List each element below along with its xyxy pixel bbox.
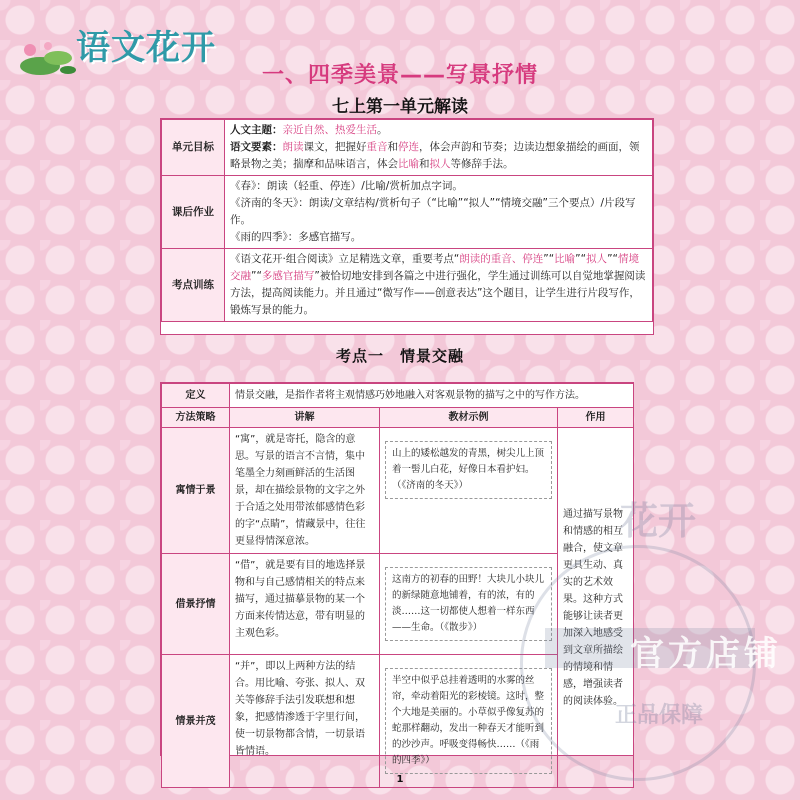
- method-example-cell: [380, 655, 558, 788]
- highlight-text: 朗读的重音、停连: [459, 253, 544, 265]
- table-header-row: [162, 408, 634, 428]
- highlight-text: 拟人: [586, 253, 608, 265]
- body-text: ”“: [251, 270, 262, 282]
- method-explain: “借”，就是要有目的地选择景物和与自己感情相关的特点来描写，通过描摹景物的某一个方面来传情达意，带有明显的主观色彩。: [230, 554, 380, 655]
- body-text: ，体会声韵和节奏；边读边想象描绘的画面，领略景物之美；揣摩和品味语言，体会: [230, 141, 640, 170]
- highlight-text: 比喻: [398, 158, 419, 170]
- header-explain: 讲解: [230, 408, 380, 428]
- content-line: [230, 229, 647, 246]
- method-explain: “寓”，就是寄托，隐含的意思。写景的语言不言情，集中笔墨全力刻画鲜活的生活图景，却在描绘景物的文字之外于合适之处用带浓郁感情色彩的字“点睛”，情藏景中，往往更显得情深意浓。: [230, 428, 380, 554]
- body-text: 《济南的冬天》：朗读/文章结构/赏析句子（“比喻”“拟人”“情境交融”三个要点）/片段写作。: [230, 197, 636, 226]
- body-text: ”“: [607, 253, 618, 265]
- method-label: 借景抒情: [162, 554, 230, 655]
- body-text: ”“: [543, 253, 555, 265]
- highlight-text: 朗读: [282, 141, 304, 153]
- body-text: 语文要素：: [230, 141, 283, 153]
- definition-row: [162, 384, 634, 408]
- definition-label: 定义: [162, 384, 230, 408]
- body-text: ”“: [575, 253, 587, 265]
- content-line: [230, 122, 647, 139]
- table-row: [162, 120, 653, 176]
- watermark-text-bottom: 正品保障: [615, 703, 704, 728]
- row-content: [225, 176, 653, 249]
- page-subtitle: 七上第一单元解读: [332, 97, 468, 117]
- highlight-text: 比喻: [554, 253, 576, 265]
- page-title: 一、四季美景——写景抒情: [261, 63, 538, 88]
- content-line: [230, 178, 647, 195]
- highlight-text: 拟人: [429, 158, 451, 170]
- method-explain: “并”，即以上两种方法的结合。用比喻、夸张、拟人、双关等修辞手法引发联想和想象，把感情渗透于字里行间，使一切景物都含情，一切景语皆情语。: [230, 655, 380, 788]
- table-row: [162, 249, 653, 322]
- method-table: [160, 382, 634, 766]
- watermark-text-top: 花开: [620, 499, 697, 543]
- table-row: [162, 428, 634, 554]
- content-line: [230, 139, 647, 173]
- highlight-text: 停连: [398, 141, 419, 153]
- row-label: 考点训练: [162, 249, 225, 322]
- method-example: 这南方的初春的田野！大块儿小块儿的新绿随意地铺着，有的浓，有的淡……这一切都使人想着一样东西——生命。（《散步》）: [385, 567, 552, 641]
- method-label: 寓情于景: [162, 428, 230, 554]
- row-content: [225, 249, 653, 322]
- body-text: 《春》：朗读（轻重、停连）/比喻/赏析加点字词。: [230, 180, 463, 192]
- body-text: 和: [419, 158, 430, 170]
- method-example-cell: [380, 554, 558, 655]
- header-method: 方法策略: [162, 408, 230, 428]
- definition-text: 情景交融，是指作者将主观情感巧妙地融入对客观景物的描写之中的写作方法。: [230, 384, 634, 408]
- unit-overview-table: [160, 118, 654, 335]
- method-example-cell: [380, 428, 558, 554]
- content-line: [230, 195, 647, 229]
- watermark-text-middle: 官方店铺: [630, 634, 782, 674]
- body-text: 人文主题：: [230, 124, 283, 136]
- method-label: 情景并茂: [162, 655, 230, 788]
- header-example: 教材示例: [380, 408, 558, 428]
- highlight-text: 亲近自然、热爱生活: [282, 124, 377, 136]
- table-row: [162, 176, 653, 249]
- method-example: 山上的矮松越发的青黑，树尖儿上顶着一髻儿白花，好像日本看护妇。（《济南的冬天》）: [385, 441, 552, 499]
- row-label: 单元目标: [162, 120, 225, 176]
- body-text: 。: [377, 124, 388, 136]
- body-text: 《雨的四季》：多感官描写。: [230, 231, 362, 243]
- highlight-text: 重音: [366, 141, 388, 153]
- highlight-text: 多感官描写: [261, 270, 315, 282]
- page-number: 1: [396, 774, 404, 785]
- effect-text: 通过描写景物和情感的相互融合，使文章更具生动、真实的艺术效果。这种方式能够让读者更加深入地感受到文章所描绘的情境和情感，增强读者的阅读体验。: [558, 428, 634, 788]
- body-text: ”被恰切地安排到各篇之中进行强化，学生通过训练可以自觉地掌握阅读方法，提高阅读能力。并且通过“微写作——创意表达”这个题目，让学生进行片段写作，锻炼写景的能力。: [230, 270, 646, 316]
- row-label: 课后作业: [162, 176, 225, 249]
- header-effect: 作用: [558, 408, 634, 428]
- body-text: 和: [387, 141, 398, 153]
- row-content: [225, 120, 653, 176]
- content-line: [230, 251, 647, 319]
- method-example: 半空中似乎总挂着透明的水雾的丝帘，牵动着阳光的彩棱镜。这时，整个大地是美丽的。小草似乎像复苏的蛇那样翻动，发出一种春天才能听到的沙沙声。呼吸变得畅快……（《雨的四季》）: [385, 668, 552, 774]
- body-text: 《语文花开·组合阅读》立足精选文章，重要考点“: [230, 253, 460, 265]
- body-text: 课文，把握好: [303, 141, 367, 153]
- section-title: 考点一 情景交融: [335, 347, 464, 365]
- body-text: 等修辞手法。: [450, 158, 514, 170]
- highlight-text: 情境交融: [230, 253, 639, 282]
- logo-text: 语文花开: [76, 28, 216, 68]
